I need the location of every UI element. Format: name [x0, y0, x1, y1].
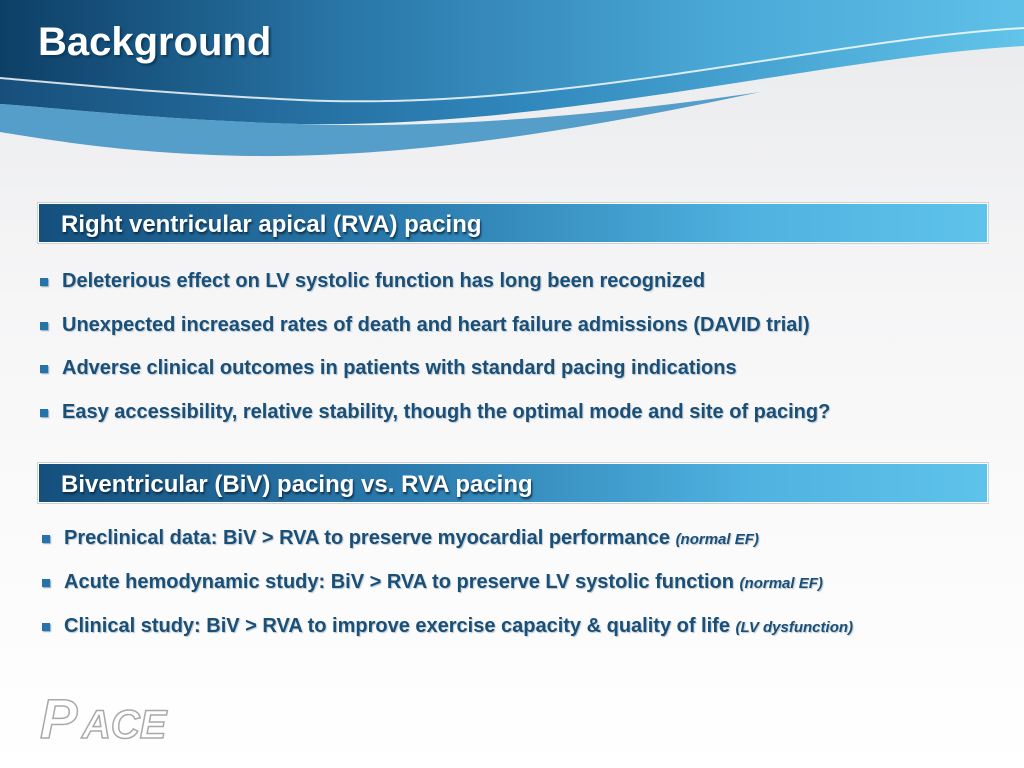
slide-title: Background: [38, 20, 272, 64]
bullet-text: Unexpected increased rates of death and heart failure admissions (DAVID trial): [62, 313, 810, 336]
bullet-note: (normal EF): [675, 531, 759, 548]
bullet-text: Preclinical data: BiV > RVA to preserve myocardial performance: [64, 527, 670, 549]
bullet-square-icon: [42, 579, 50, 587]
bullet-square-icon: [40, 322, 48, 330]
bullet-text: Acute hemodynamic study: BiV > RVA to preserve LV systolic function: [64, 571, 734, 593]
bullet-item: [40, 314, 830, 358]
section-title: Right ventricular apical (RVA) pacing: [61, 211, 482, 238]
bullet-square-icon: [40, 278, 48, 286]
bullet-text: Deleterious effect on LV systolic function has long been recognized: [62, 270, 706, 292]
logo-rest: ACE: [82, 703, 167, 744]
section-header-rva-pacing: [38, 203, 988, 243]
bullet-item: [42, 571, 853, 615]
bullet-square-icon: [40, 409, 48, 417]
section-header-biv-pacing: [38, 463, 988, 503]
bullet-item: [40, 357, 830, 401]
bullet-note: (LV dysfunction): [735, 619, 854, 636]
rva-bullet-list: [40, 270, 830, 444]
bullet-item: [42, 615, 853, 659]
bullet-item: [40, 270, 830, 314]
bullet-square-icon: [40, 365, 48, 373]
bullet-text: Adverse clinical outcomes in patients with standard pacing indications: [62, 357, 737, 379]
bullet-note: (normal EF): [739, 575, 823, 592]
bullet-text: Easy accessibility, relative stability, though the optimal mode and site of pacing?: [62, 400, 831, 423]
logo-first-letter: P: [40, 687, 78, 744]
bullet-item: [42, 527, 853, 571]
biv-bullet-list: [42, 527, 853, 659]
bullet-item: [40, 401, 830, 445]
bullet-square-icon: [42, 535, 50, 543]
section-title: Biventricular (BiV) pacing vs. RVA pacing: [61, 471, 533, 498]
bullet-text: Clinical study: BiV > RVA to improve exercise capacity & quality of life: [64, 615, 730, 637]
pace-logo: [38, 684, 188, 744]
bullet-square-icon: [42, 623, 50, 631]
